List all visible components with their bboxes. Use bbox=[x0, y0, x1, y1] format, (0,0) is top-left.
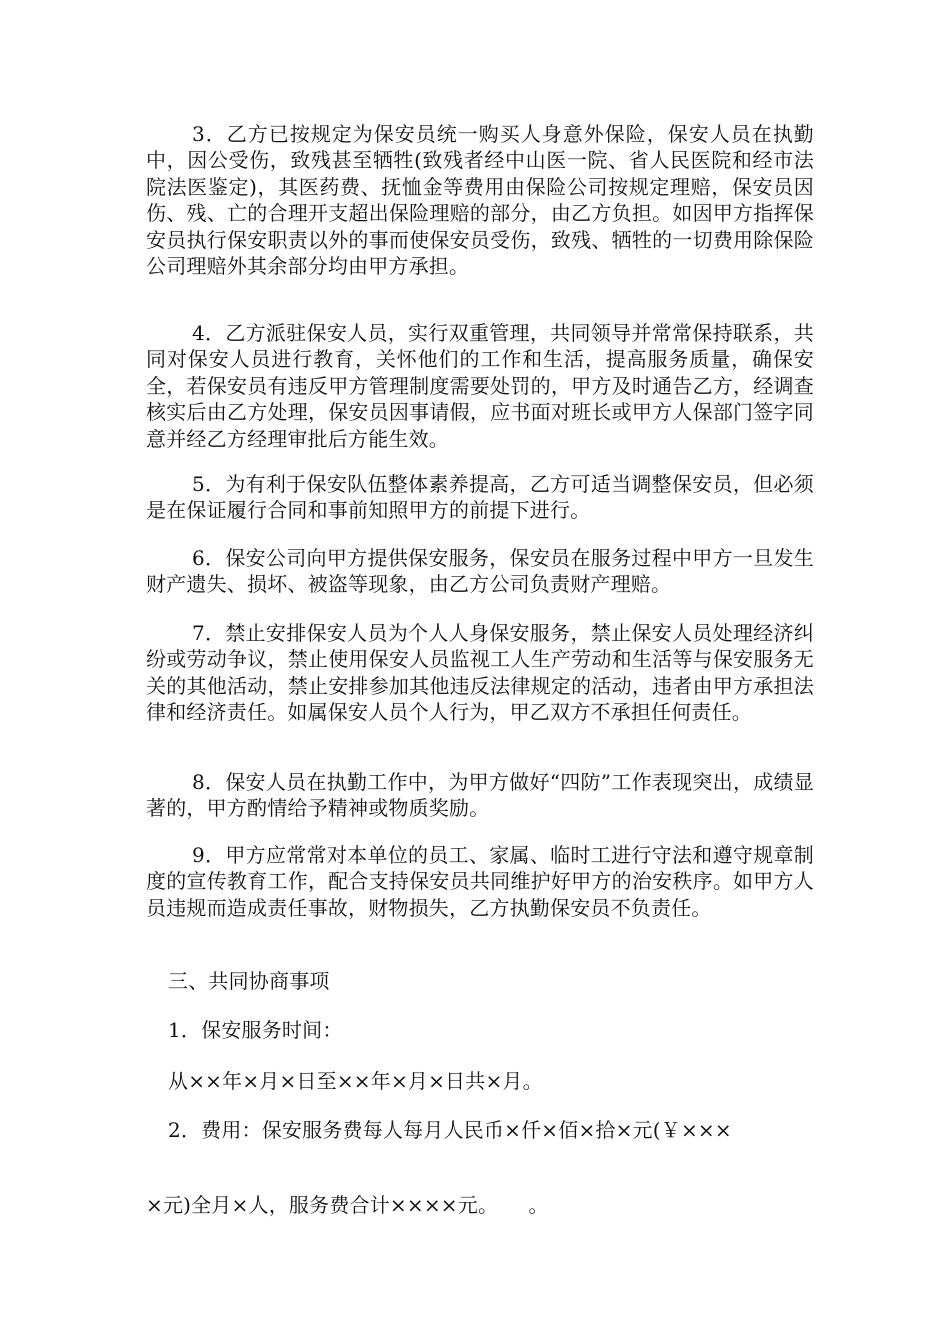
clause-7-paragraph: 7．禁止安排保安人员为个人人身保安服务，禁止保安人员处理经济纠纷或劳动争议，禁止使用保安人员监视工人生产劳动和生活等与保安服务无关的其他活动，禁止安排参加其他违反法律规定的活动，违者由甲方承担法律和经济责任。如属保安人员个人行为，甲乙双方不承担任何责任。 bbox=[146, 621, 814, 725]
clause-5-paragraph: 5．为有利于保安队伍整体素养提高，乙方可适当调整保安员，但必须是在保证履行合同和事前知照甲方的前提下进行。 bbox=[146, 472, 814, 523]
fee-item-continued: ×元)全月×人，服务费合计××××元。 。 bbox=[146, 1193, 549, 1217]
service-time-detail: 从××年×月×日至××年×月×日共×月。 bbox=[168, 1069, 543, 1093]
service-time-item: 1．保安服务时间： bbox=[168, 1018, 343, 1042]
clause-4-paragraph: 4．乙方派驻保安人员，实行双重管理，共同领导并常常保持联系，共同对保安人员进行教育，关怀他们的工作和生活，提高服务质量，确保安全，若保安员有违反甲方管理制度需要处罚的，甲方及时通告乙方，经调查核实后由乙方处理，保安员因事请假，应书面对班长或甲方人保部门签字同意并经乙方经理审批后方能生效。 bbox=[146, 321, 814, 451]
section-heading: 三、共同协商事项 bbox=[168, 969, 330, 993]
clause-6-paragraph: 6．保安公司向甲方提供保安服务，保安员在服务过程中甲方一旦发生财产遗失、损坏、被盗等现象，由乙方公司负责财产理赔。 bbox=[146, 546, 814, 597]
clause-3-paragraph: 3．乙方已按规定为保安员统一购买人身意外保险，保安人员在执勤中，因公受伤，致残甚至牺牲(致残者经中山医一院、省人民医院和经市法院法医鉴定)，其医药费、抚恤金等费用由保险公司按规定理赔，保安员因伤、残、亡的合理开支超出保险理赔的部分，由乙方负担。如因甲方指挥保安员执行保安职责以外的事而使保安员受伤，致残、牺牲的一切费用除保险公司理赔外其余部分均由甲方承担。 bbox=[146, 122, 814, 279]
fee-item: 2．费用：保安服务费每人每月人民币×仟×佰×拾×元(￥××× bbox=[168, 1118, 732, 1142]
clause-8-paragraph: 8．保安人员在执勤工作中，为甲方做好“四防”工作表现突出，成绩显著的，甲方酌情给予精神或物质奖励。 bbox=[146, 770, 814, 821]
clause-9-paragraph: 9．甲方应常常对本单位的员工、家属、临时工进行守法和遵守规章制度的宣传教育工作，配合支持保安员共同维护好甲方的治安秩序。如甲方人员违规而造成责任事故，财物损失，乙方执勤保安员不负责任。 bbox=[146, 843, 814, 920]
